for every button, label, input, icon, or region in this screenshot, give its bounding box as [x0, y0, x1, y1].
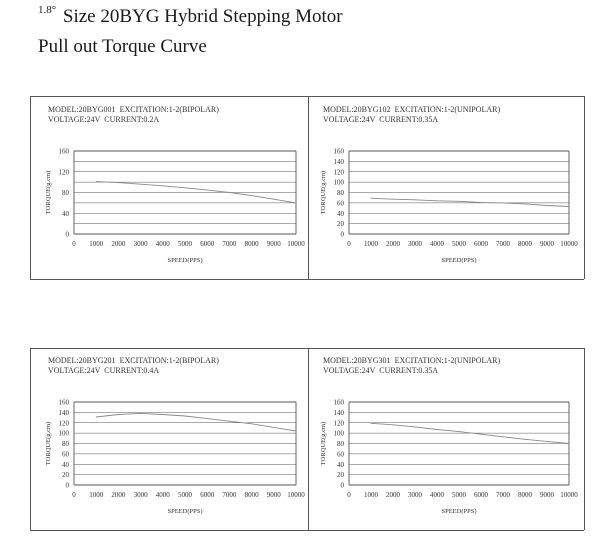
y-tick-label: 120: [333, 168, 344, 177]
y-tick-label: 100: [333, 178, 344, 187]
data-point: [481, 202, 482, 203]
x-tick-label: 7000: [496, 491, 510, 499]
x-tick-label: 0: [347, 491, 351, 499]
data-point: [503, 202, 504, 203]
chart-excitation: EXCITATION:1-2(BIPOLAR): [119, 356, 219, 365]
x-tick-label: 0: [347, 240, 351, 248]
y-axis-label: TORQUE(g.cm): [320, 170, 327, 215]
y-tick-label: 40: [337, 460, 344, 469]
chart-excitation: EXCITATION:1-2(UNIPOLAR): [394, 105, 501, 114]
x-tick-label: 3000: [133, 491, 148, 499]
y-tick-label: 100: [333, 429, 344, 438]
sheet-bottom-border: [30, 530, 584, 531]
chart-model: MODEL:20BYG301: [323, 356, 391, 365]
y-tick-label: 40: [62, 460, 69, 469]
data-point: [251, 195, 252, 196]
data-point: [273, 427, 274, 428]
data-point: [525, 439, 526, 440]
data-point: [185, 416, 186, 417]
chart-current: CURRENT:0.2A: [104, 115, 160, 124]
sheet-divider-top: [308, 96, 309, 279]
y-tick-label: 160: [58, 398, 69, 407]
data-point: [481, 434, 482, 435]
data-point: [371, 423, 372, 424]
x-tick-label: 1000: [364, 240, 378, 248]
data-point: [547, 205, 548, 206]
chart-model: MODEL:20BYG201: [48, 356, 116, 365]
x-tick-label: 9000: [540, 240, 554, 248]
page-title: [38, 6, 343, 28]
x-tick-label: 8000: [244, 240, 259, 248]
x-tick-label: 5000: [452, 240, 466, 248]
data-point: [503, 436, 504, 437]
x-tick-label: 3000: [133, 240, 148, 248]
x-tick-label: 7000: [222, 491, 237, 499]
y-tick-label: 160: [58, 147, 69, 156]
y-tick-label: 20: [62, 471, 69, 480]
x-tick-label: 4000: [430, 491, 444, 499]
data-point: [229, 192, 230, 193]
data-point: [229, 421, 230, 422]
y-tick-label: 20: [337, 471, 344, 480]
x-tick-label: 2000: [111, 491, 126, 499]
x-tick-label: 10000: [287, 491, 305, 499]
x-tick-label: 3000: [408, 240, 422, 248]
chart-excitation: EXCITATION:1-2(UNIPOLAR): [394, 356, 501, 365]
data-point: [296, 202, 297, 203]
x-tick-label: 0: [72, 491, 76, 499]
y-tick-label: 80: [62, 189, 69, 197]
data-point: [393, 199, 394, 200]
data-point: [207, 189, 208, 190]
page-title-text: Size 20BYG Hybrid Stepping Motor: [62, 6, 343, 27]
data-point: [162, 185, 163, 186]
x-tick-label: 10000: [287, 240, 305, 248]
data-point: [162, 414, 163, 415]
page-subtitle: Pull out Torque Curve: [38, 36, 207, 57]
data-point: [525, 203, 526, 204]
x-tick-label: 2000: [386, 240, 400, 248]
chart-model: MODEL:20BYG001: [48, 105, 116, 114]
x-tick-label: 5000: [452, 491, 466, 499]
x-axis-label: SPEED(PPS): [441, 508, 477, 515]
data-point: [140, 413, 141, 414]
data-point: [459, 431, 460, 432]
y-tick-label: 80: [62, 440, 69, 448]
chart-plot: [315, 352, 581, 527]
chart-panel-20byg102: [315, 101, 581, 276]
x-tick-label: 7000: [222, 240, 237, 248]
x-tick-label: 0: [72, 240, 76, 248]
y-axis-label: TORQUE(g.cm): [45, 421, 52, 466]
x-tick-label: 4000: [155, 491, 170, 499]
data-point: [96, 181, 97, 182]
x-tick-label: 10000: [560, 491, 578, 499]
x-tick-label: 8000: [518, 491, 532, 499]
y-axis-label: TORQUE(g.cm): [45, 170, 52, 215]
y-tick-label: 20: [337, 220, 344, 229]
data-point: [207, 418, 208, 419]
data-point: [251, 423, 252, 424]
y-tick-label: 0: [65, 481, 69, 490]
chart-model: MODEL:20BYG102: [323, 105, 391, 114]
sheet-divider-bottom: [308, 348, 309, 530]
x-axis-label: SPEED(PPS): [167, 257, 203, 264]
data-point: [547, 441, 548, 442]
sheet-top-bottom-border: [30, 279, 584, 280]
chart-current: CURRENT:0.4A: [104, 366, 160, 375]
data-point: [415, 199, 416, 200]
y-tick-label: 40: [62, 209, 69, 218]
data-point: [437, 200, 438, 201]
x-tick-label: 8000: [518, 240, 532, 248]
x-tick-label: 2000: [386, 491, 400, 499]
x-tick-label: 9000: [540, 491, 554, 499]
y-tick-label: 100: [58, 429, 69, 438]
chart-panel-20byg001: [40, 101, 308, 276]
data-point: [185, 187, 186, 188]
step-angle: 1.8°: [38, 4, 57, 16]
data-point: [437, 429, 438, 430]
y-tick-label: 60: [337, 199, 344, 208]
y-tick-label: 0: [340, 481, 344, 490]
chart-plot: [315, 101, 581, 276]
data-point: [118, 182, 119, 183]
chart-voltage: VOLTAGE:24V: [48, 366, 101, 375]
x-tick-label: 6000: [200, 491, 215, 499]
y-tick-label: 120: [58, 419, 69, 428]
x-tick-label: 10000: [560, 240, 578, 248]
y-tick-label: 120: [333, 419, 344, 428]
x-tick-label: 6000: [200, 240, 215, 248]
x-tick-label: 9000: [266, 240, 281, 248]
y-tick-label: 60: [62, 450, 69, 459]
data-point: [273, 199, 274, 200]
chart-current: CURRENT:0.35A: [379, 115, 439, 124]
y-tick-label: 160: [333, 147, 344, 156]
x-tick-label: 9000: [266, 491, 281, 499]
x-tick-label: 6000: [474, 491, 488, 499]
y-tick-label: 80: [337, 440, 344, 448]
x-tick-label: 1000: [364, 491, 378, 499]
data-point: [569, 206, 570, 207]
data-point: [459, 201, 460, 202]
x-tick-label: 1000: [89, 240, 104, 248]
chart-plot: [40, 352, 308, 527]
chart-panel-20byg201: [40, 352, 308, 527]
x-tick-label: 4000: [155, 240, 170, 248]
y-tick-label: 0: [65, 230, 69, 239]
data-point: [393, 424, 394, 425]
torque-curve: [96, 413, 296, 431]
x-tick-label: 1000: [89, 491, 104, 499]
y-tick-label: 120: [58, 168, 69, 177]
data-point: [371, 198, 372, 199]
data-point: [415, 426, 416, 427]
y-tick-label: 140: [333, 157, 344, 166]
chart-panel-20byg301: [315, 352, 581, 527]
y-tick-label: 40: [337, 209, 344, 218]
x-tick-label: 5000: [178, 240, 192, 248]
y-axis-label: TORQUE(g.cm): [320, 421, 327, 466]
x-tick-label: 4000: [430, 240, 444, 248]
data-point: [296, 431, 297, 432]
data-point: [96, 417, 97, 418]
chart-voltage: VOLTAGE:24V: [323, 366, 376, 375]
y-tick-label: 160: [333, 398, 344, 407]
x-tick-label: 6000: [474, 240, 488, 248]
x-axis-label: SPEED(PPS): [441, 257, 477, 264]
chart-plot: [40, 101, 308, 276]
chart-voltage: VOLTAGE:24V: [323, 115, 376, 124]
chart-current: CURRENT:0.35A: [379, 366, 439, 375]
y-tick-label: 140: [333, 408, 344, 417]
chart-excitation: EXCITATION:1-2(BIPOLAR): [119, 105, 219, 114]
y-tick-label: 80: [337, 189, 344, 197]
y-tick-label: 0: [340, 230, 344, 239]
x-axis-label: SPEED(PPS): [167, 508, 203, 515]
x-tick-label: 2000: [111, 240, 126, 248]
data-point: [569, 443, 570, 444]
data-point: [118, 414, 119, 415]
y-tick-label: 140: [58, 408, 69, 417]
data-point: [140, 184, 141, 185]
x-tick-label: 8000: [244, 491, 259, 499]
chart-voltage: VOLTAGE:24V: [48, 115, 101, 124]
x-tick-label: 3000: [408, 491, 422, 499]
y-tick-label: 60: [337, 450, 344, 459]
torque-curve: [371, 198, 569, 206]
x-tick-label: 5000: [178, 491, 192, 499]
x-tick-label: 7000: [496, 240, 510, 248]
